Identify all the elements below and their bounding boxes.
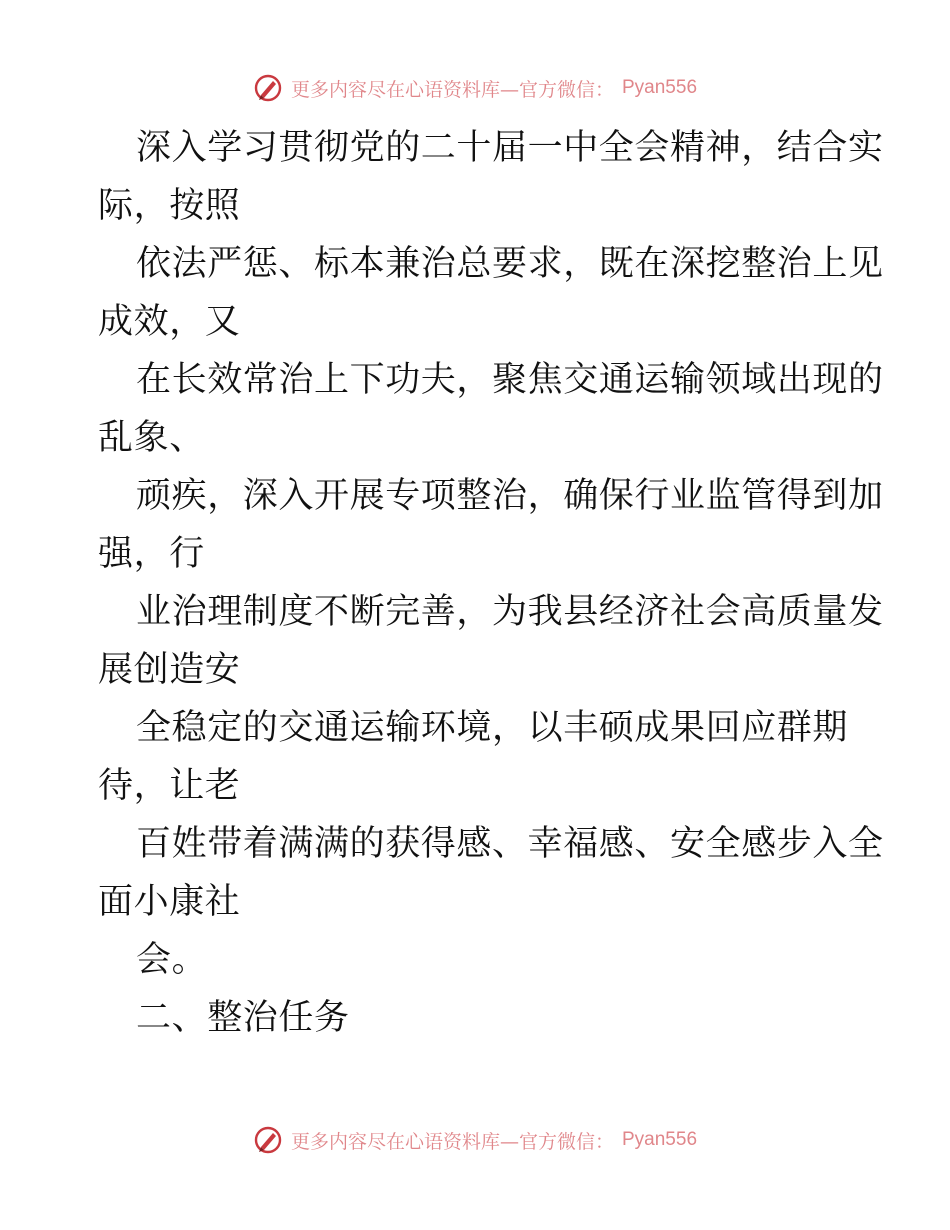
paragraph-line: 际，按照 [98,186,241,226]
paragraph-line: 乱象、 [98,418,205,458]
watermark-wechat-id: Pyan556 [622,1129,698,1150]
paragraph-line: 强，行 [98,534,205,574]
watermark-wechat-id: Pyan556 [622,77,698,98]
section-heading: 二、整治任务 [136,998,350,1038]
paragraph-line: 待，让老 [98,766,241,806]
paragraph-line: 成效，又 [98,302,241,342]
paragraph-line: 在长效常治上下功夫，聚焦交通运输领域出现的 [136,360,884,400]
watermark-text: 更多内容尽在心语资料库—官方微信： [290,1130,614,1153]
paragraph-line: 顽疾，深入开展专项整治，确保行业监管得到加 [136,476,884,516]
paragraph-line: 百姓带着满满的获得感、幸福感、安全感步入全 [136,824,884,864]
pen-logo-icon [253,1125,283,1155]
header-watermark [0,68,950,108]
paragraph-line: 业治理制度不断完善，为我县经济社会高质量发 [136,592,884,632]
pen-logo-icon [253,73,283,103]
paragraph-line: 依法严惩、标本兼治总要求，既在深挖整治上见 [136,244,884,284]
footer-watermark [0,1120,950,1160]
paragraph-line: 面小康社 [98,882,241,922]
paragraph-line: 会。 [136,940,208,980]
paragraph-line: 展创造安 [98,650,241,690]
paragraph-line: 深入学习贯彻党的二十届一中全会精神，结合实 [136,128,884,168]
watermark-text: 更多内容尽在心语资料库—官方微信： [290,78,614,101]
paragraph-line: 全稳定的交通运输环境，以丰硕成果回应群期 [136,708,849,748]
